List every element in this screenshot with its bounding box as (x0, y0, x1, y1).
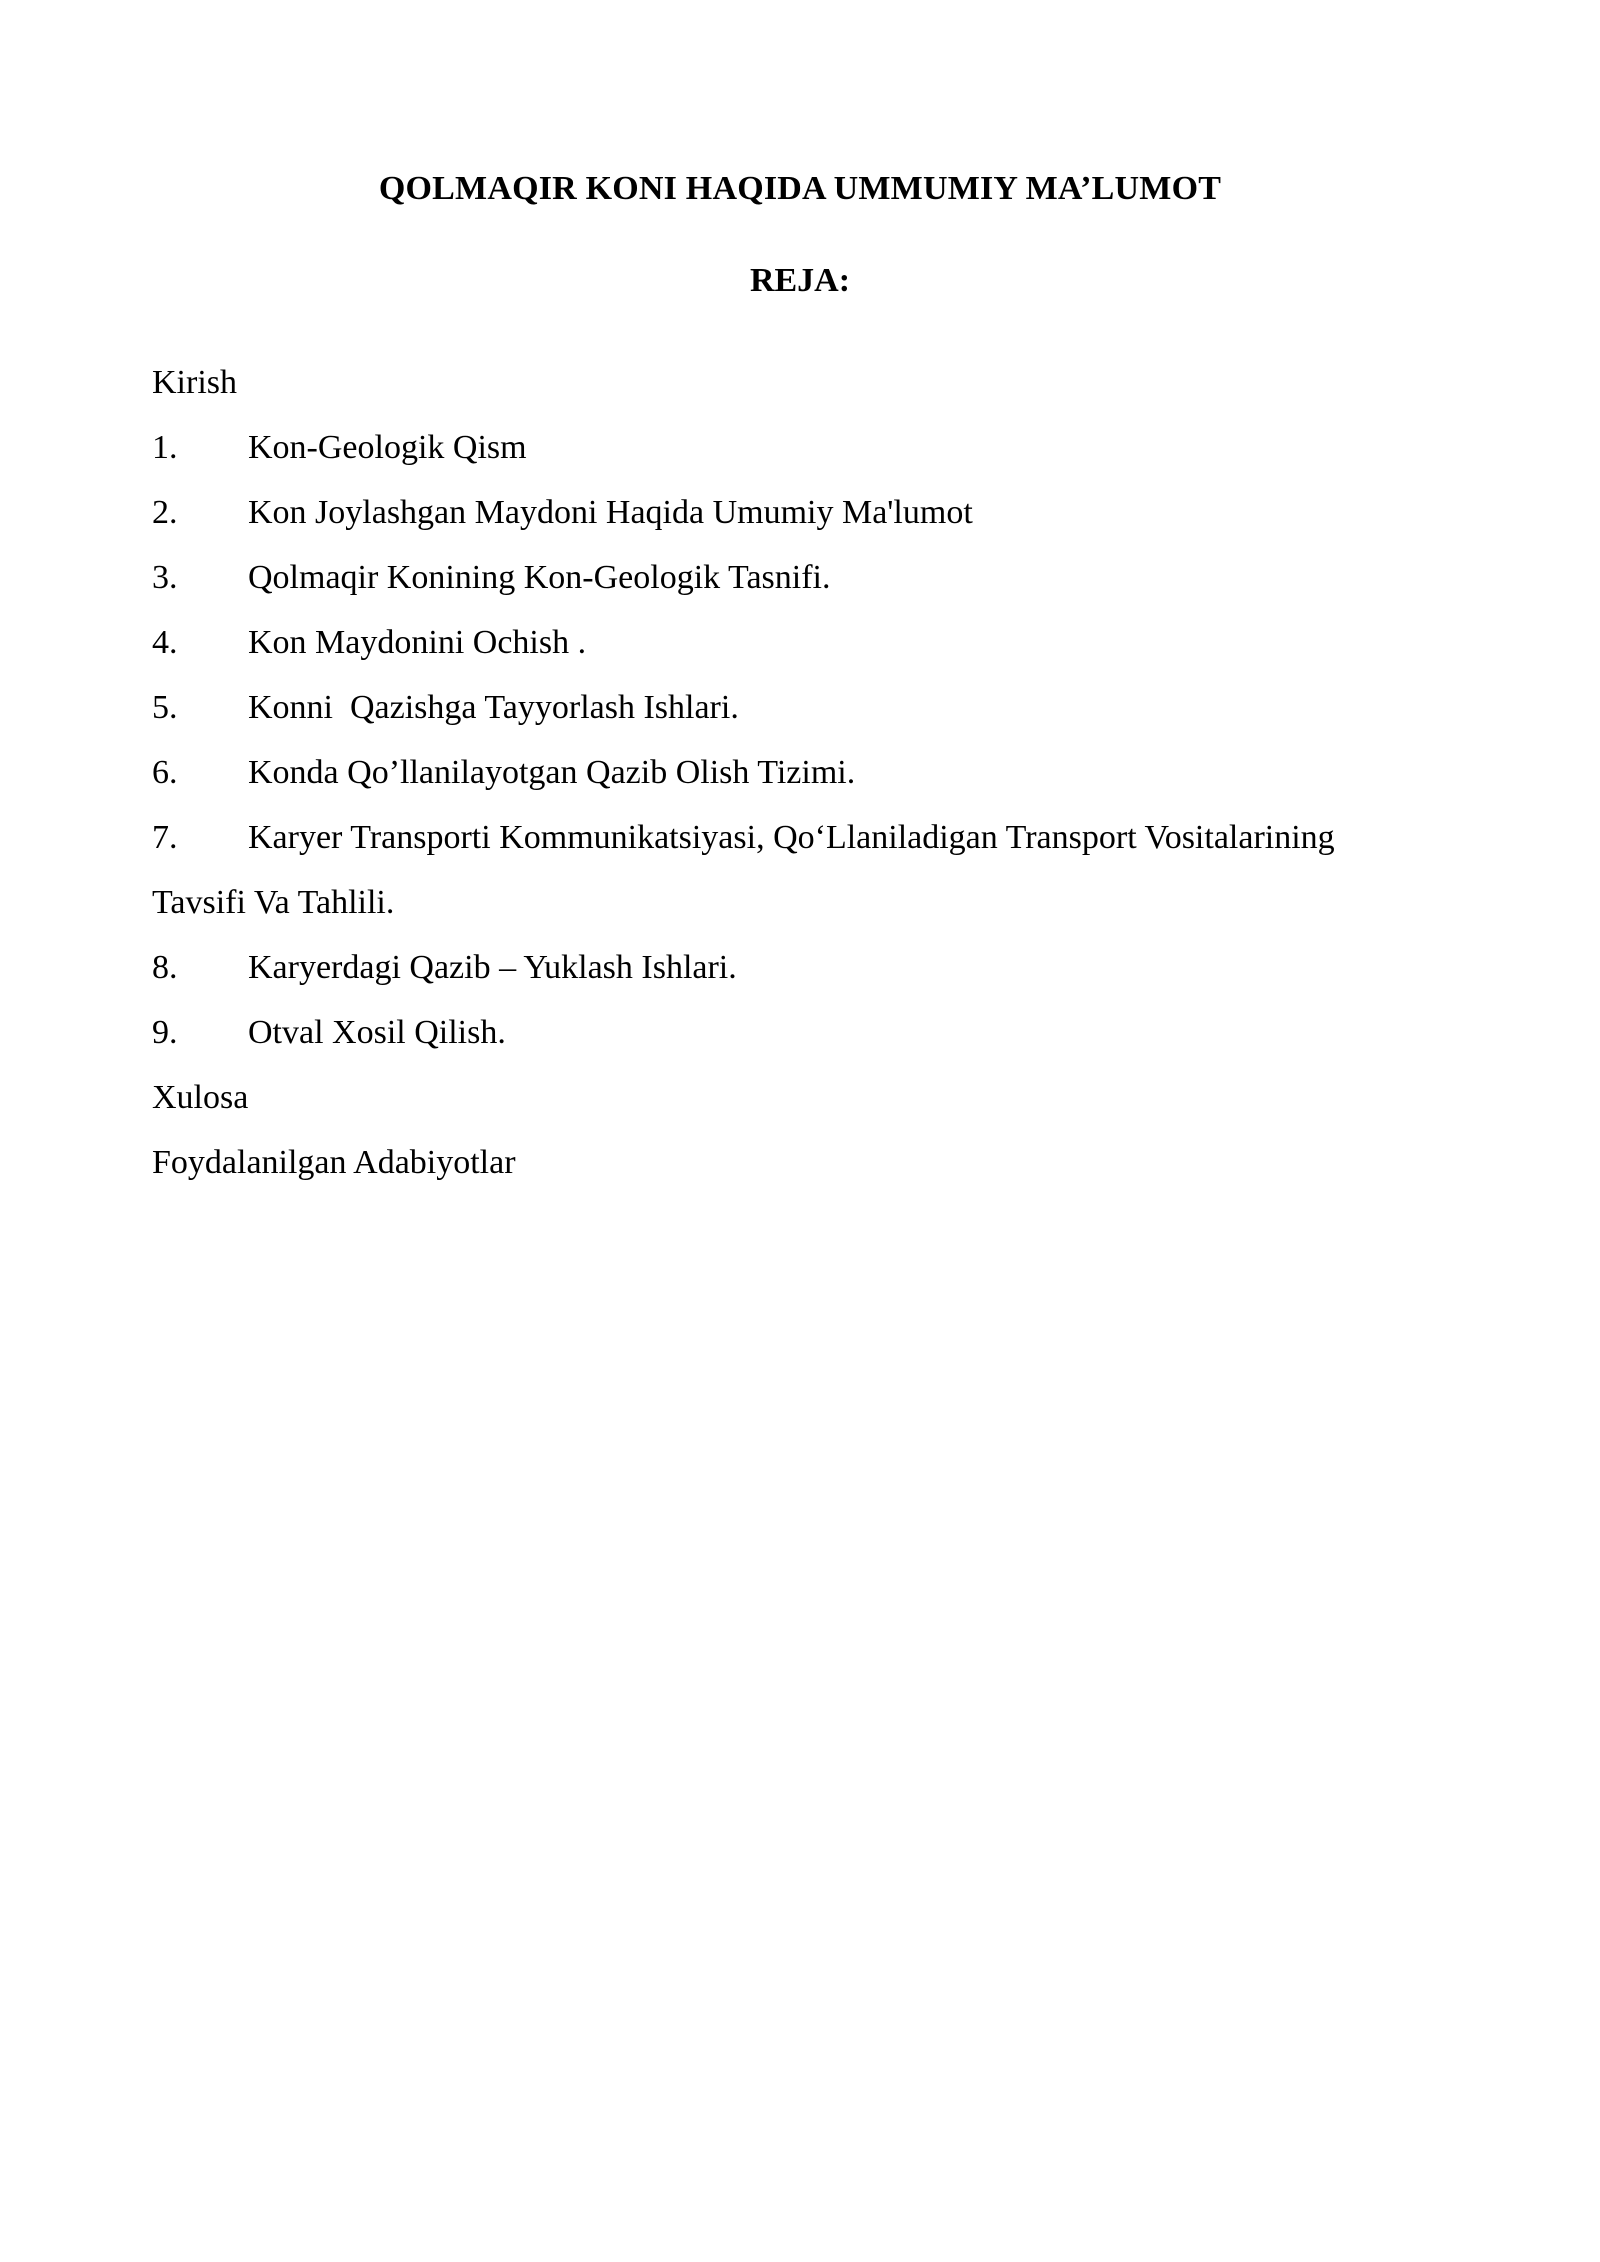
toc-item-text: Karyer Transporti Kommunikatsiyasi, Qo‘Llaniladigan Transport Vositalarining (248, 819, 1335, 856)
toc-references: Foydalanilgan Adabiyotlar (152, 1144, 516, 1181)
toc-item-number: 2. (152, 494, 178, 531)
toc-item-text: Konni Qazishga Tayyorlash Ishlari. (248, 689, 739, 726)
toc-item-text: Karyerdagi Qazib – Yuklash Ishlari. (248, 949, 737, 986)
toc-item (152, 1000, 1472, 1065)
document-title: QOLMAQIR KONI HAQIDA UMMUMIY MA’LUMOT (378, 170, 1222, 207)
toc-item (152, 480, 1472, 545)
toc-item-text: Kon Joylashgan Maydoni Haqida Umumiy Ma'lumot (248, 494, 973, 531)
toc-item-number: 5. (152, 689, 178, 726)
toc-intro: Kirish (152, 364, 237, 401)
table-of-contents (152, 350, 1472, 1195)
toc-item-text: Konda Qo’llanilayotgan Qazib Olish Tizimi. (248, 754, 856, 791)
toc-item-text: Kon-Geologik Qism (248, 429, 527, 466)
toc-item (152, 935, 1472, 1000)
toc-item-number: 8. (152, 949, 178, 986)
toc-item-text: Qolmaqir Konining Kon-Geologik Tasnifi. (248, 559, 831, 596)
toc-item (152, 805, 1472, 870)
toc-item (152, 545, 1472, 610)
toc-item-number: 7. (152, 819, 178, 856)
toc-item-number: 6. (152, 754, 178, 791)
toc-item-text: Kon Maydonini Ochish . (248, 624, 587, 661)
toc-item (152, 610, 1472, 675)
plan-heading: REJA: (749, 262, 851, 299)
toc-item (152, 415, 1472, 480)
toc-item-text: Otval Xosil Qilish. (248, 1014, 506, 1051)
toc-item-number: 3. (152, 559, 178, 596)
toc-item-number: 1. (152, 429, 178, 466)
toc-item (152, 675, 1472, 740)
toc-item-number: 9. (152, 1014, 178, 1051)
toc-item-number: 4. (152, 624, 178, 661)
toc-item-continuation: Tavsifi Va Tahlili. (152, 884, 395, 921)
toc-conclusion: Xulosa (152, 1079, 249, 1116)
toc-item (152, 740, 1472, 805)
